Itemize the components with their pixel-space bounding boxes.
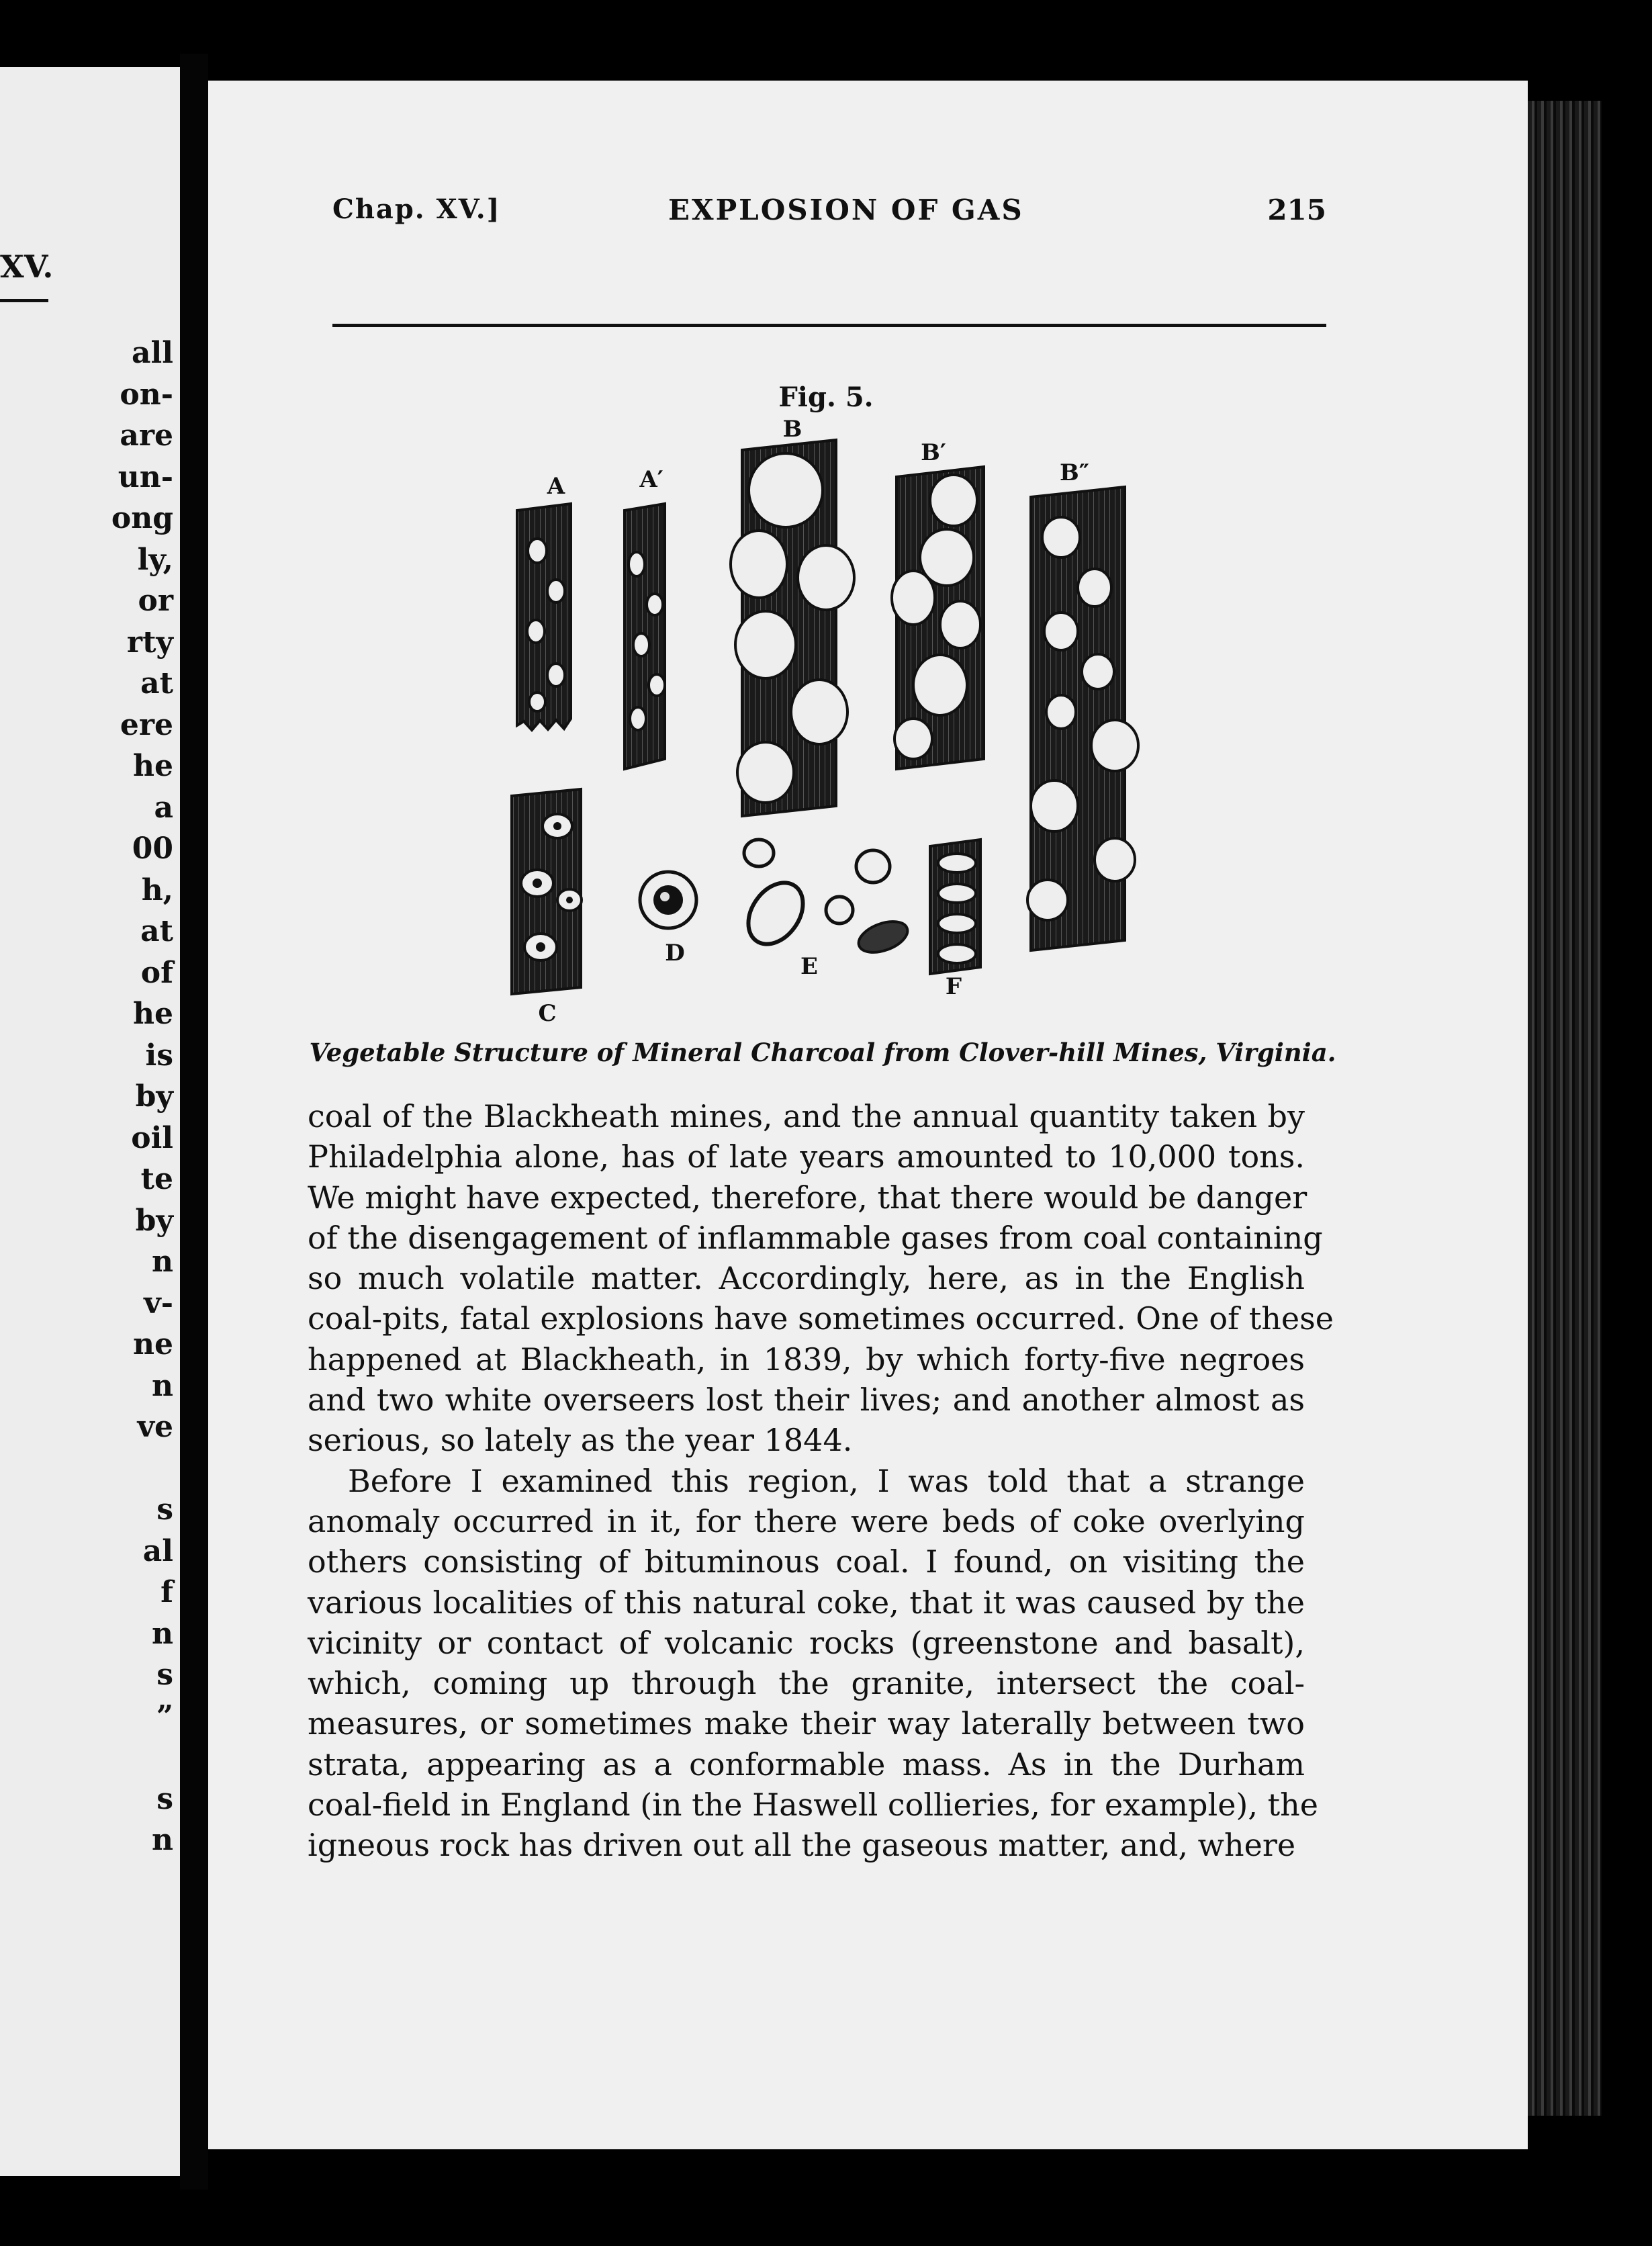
letter-f: F [945, 973, 962, 1000]
page-edge-stack [1528, 101, 1602, 2116]
text-line: Before I examined this region, I was told that a strange [348, 1462, 1305, 1499]
facing-page-line: is [145, 1038, 173, 1073]
facing-page-line: s [156, 1781, 173, 1816]
text-line: coal of the Blackheath mines, and the annual quantity taken by [308, 1098, 1305, 1134]
facing-page-line: are [120, 418, 173, 453]
text-line: of the disengagement of inflammable gases from coal containing [308, 1219, 1323, 1256]
facing-page-line: n [152, 1616, 173, 1651]
letter-d: D [665, 940, 685, 967]
specimen-a [517, 504, 571, 730]
facing-page-line: te [140, 1162, 173, 1196]
text-line: which, coming up through the granite, intersect the coal- [308, 1665, 1305, 1702]
letter-b-prime: B′ [921, 439, 946, 466]
text-line: serious, so lately as the year 1844. [308, 1422, 853, 1459]
facing-page-line: al [142, 1533, 173, 1568]
facing-page-line: ” [156, 1699, 173, 1734]
running-title: EXPLOSION OF GAS [668, 193, 1024, 226]
facing-page-line: v- [144, 1286, 173, 1320]
facing-page-line [111, 1737, 173, 1779]
book-gutter [180, 54, 208, 2190]
facing-page-line: ere [120, 707, 173, 742]
text-line: Philadelphia alone, has of late years amounted to 10,000 tons. [308, 1138, 1305, 1175]
text-line: strata, appearing as a conformable mass. As in the Durham [308, 1746, 1305, 1783]
facing-page-line [111, 1448, 173, 1490]
specimen-b [731, 440, 854, 816]
facing-page-line-endings [111, 332, 173, 1861]
specimen-d [640, 872, 696, 928]
facing-page-line: at [140, 666, 173, 701]
text-line: We might have expected, therefore, that there would be danger [308, 1179, 1307, 1216]
facing-page-line: or [138, 584, 173, 618]
facing-page-line: ve [137, 1410, 173, 1444]
text-line: various localities of this natural coke, that it was caused by the [308, 1584, 1305, 1621]
facing-page-line: un- [118, 459, 173, 494]
text-line: so much volatile matter. Accordingly, here, as in the English [308, 1260, 1305, 1297]
facing-page-line: f [160, 1575, 173, 1609]
text-line: happened at Blackheath, in 1839, by which forty-five negroes [308, 1341, 1305, 1378]
text-line: coal-pits, fatal explosions have sometimes occurred. One of these [308, 1300, 1334, 1337]
specimen-e [737, 840, 912, 958]
text-line: igneous rock has driven out all the gaseous matter, and, where [308, 1827, 1296, 1864]
figure-caption: Vegetable Structure of Mineral Charcoal from Clover-hill Mines, Virginia. [309, 1038, 1336, 1067]
text-line: vicinity or contact of volcanic rocks (greenstone and basalt), [308, 1624, 1305, 1661]
facing-page-line: n [152, 1368, 173, 1403]
facing-page-line: a [154, 790, 173, 825]
paragraph-2 [308, 1461, 1318, 1866]
facing-page-line: s [156, 1658, 173, 1692]
letter-c: C [538, 1000, 557, 1027]
text-line: and two white overseers lost their lives; and another almost as [308, 1382, 1305, 1419]
facing-page-fragment [0, 67, 180, 2176]
figure-illustration [470, 416, 1209, 1027]
letter-b-double-prime: B″ [1060, 459, 1089, 486]
facing-page-line: rty [126, 625, 173, 660]
chapter-reference: Chap. XV.] [332, 193, 501, 225]
header-rule [332, 324, 1326, 327]
letter-e: E [800, 953, 818, 980]
letter-b: B [782, 416, 802, 443]
facing-page-line: he [133, 749, 173, 783]
facing-page-line: on- [120, 377, 173, 412]
facing-page-line: ne [133, 1327, 173, 1361]
figure-label: Fig. 5. [778, 381, 874, 413]
facing-page-line: by [135, 1079, 173, 1114]
facing-page-line: 00 [132, 832, 173, 866]
charcoal-structure-engraving [470, 416, 1209, 1027]
paragraph-1 [308, 1096, 1334, 1461]
facing-page-rule [0, 299, 48, 302]
text-line: coal-field in England (in the Haswell collieries, for example), the [308, 1787, 1318, 1824]
facing-page-line: of [140, 955, 173, 990]
facing-page-line: n [152, 1823, 173, 1857]
text-line: others consisting of bituminous coal. I found, on visiting the [308, 1543, 1305, 1580]
letter-a: A [547, 473, 565, 500]
facing-page-line: n [152, 1245, 173, 1279]
specimen-f [930, 840, 980, 974]
facing-page-line: s [156, 1492, 173, 1527]
running-header [332, 193, 1326, 240]
text-line: measures, or sometimes make their way laterally between two [308, 1705, 1305, 1742]
facing-page-line: ly, [137, 542, 173, 577]
text-line: anomaly occurred in it, for there were beds of coke overlying [308, 1502, 1305, 1539]
specimen-b-double-prime [1027, 487, 1138, 950]
specimen-a-prime [625, 504, 665, 769]
specimen-c [512, 789, 582, 994]
facing-page-line: ong [111, 501, 173, 535]
facing-page-line: at [140, 914, 173, 948]
body-text [308, 1096, 1334, 1866]
facing-page-line: all [132, 336, 173, 370]
page-number: 215 [1267, 193, 1326, 226]
facing-page-line: h, [141, 872, 173, 907]
letter-a-prime: A′ [639, 466, 663, 493]
facing-page-line: he [133, 997, 173, 1031]
facing-page-line: by [135, 1203, 173, 1238]
facing-page-header: XV. [0, 249, 54, 285]
facing-page-line: oil [131, 1120, 173, 1155]
specimen-b-prime [892, 467, 984, 769]
